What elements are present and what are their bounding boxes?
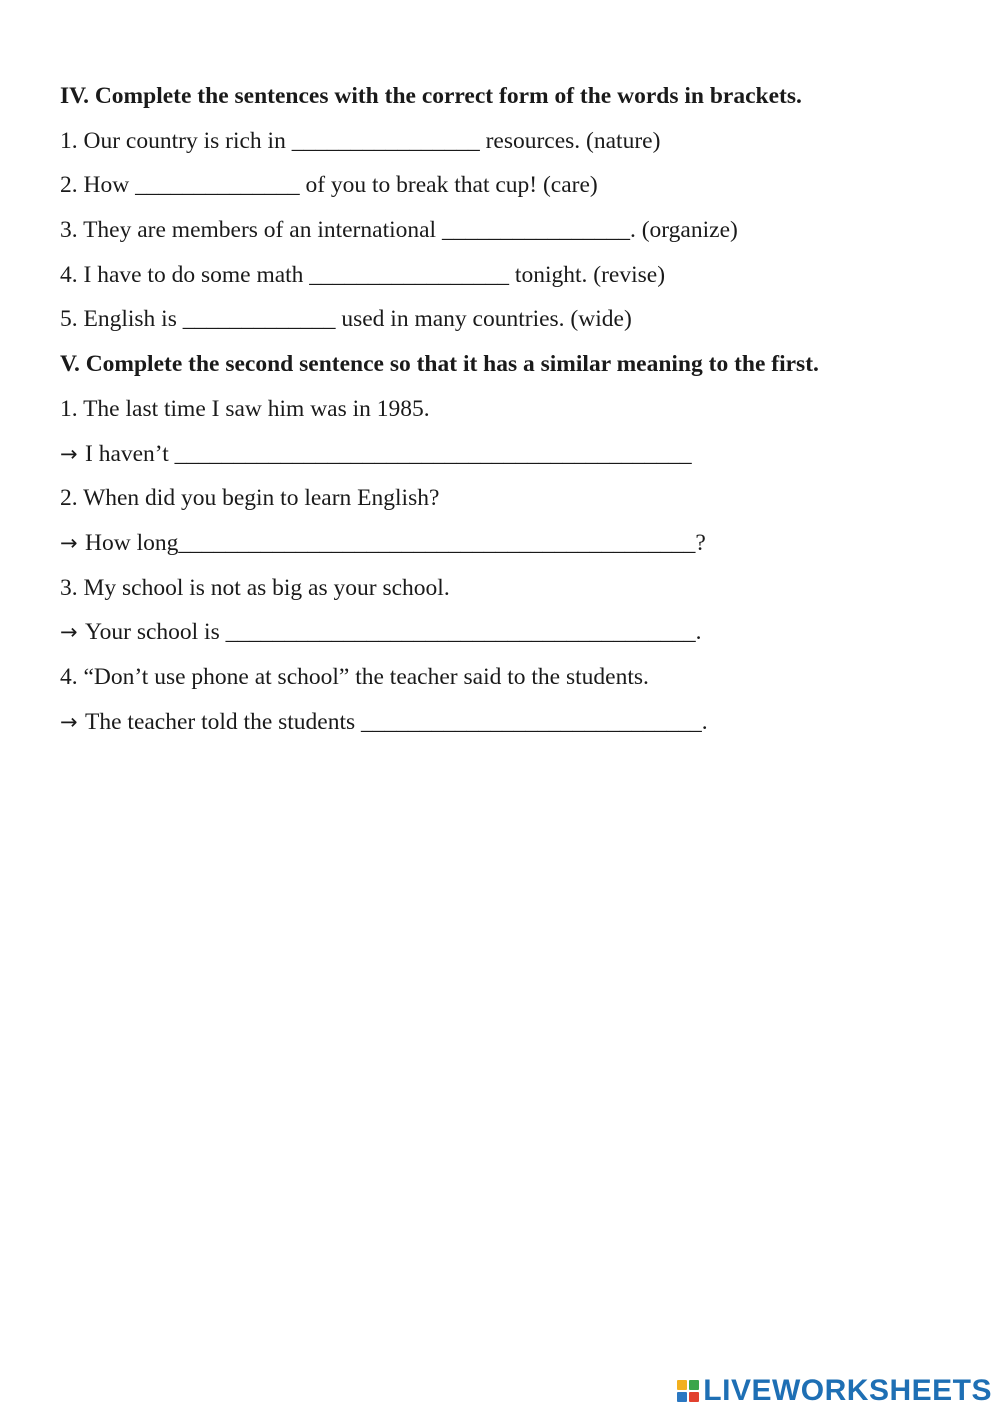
question-v-4-original: 4. “Don’t use phone at school” the teacher said to the students. <box>60 663 649 690</box>
arrow-right-icon: → <box>60 709 78 734</box>
question-v-1-original: 1. The last time I saw him was in 1985. <box>60 395 430 422</box>
logo-square-yellow <box>677 1380 687 1390</box>
section-v-heading: V. Complete the second sentence so that it has a similar meaning to the first. <box>60 351 819 378</box>
worksheet <box>60 82 940 752</box>
question-iv-5: 5. English is _____________ used in many countries. (wide) <box>60 306 632 333</box>
rewrite-text: How long____________________________________________? <box>85 529 706 556</box>
question-v-4-rewrite <box>60 708 940 736</box>
arrow-right-icon: → <box>60 441 78 466</box>
logo-square-red <box>689 1392 699 1402</box>
arrow-right-icon: → <box>60 530 78 555</box>
rewrite-text: Your school is ________________________________________. <box>85 619 702 646</box>
question-iv-4: 4. I have to do some math _________________ tonight. (revise) <box>60 261 666 288</box>
question-iv-1: 1. Our country is rich in ________________ resources. (nature) <box>60 127 661 154</box>
question-v-2-original: 2. When did you begin to learn English? <box>60 485 440 512</box>
question-iv-2: 2. How ______________ of you to break that cup! (care) <box>60 172 598 199</box>
question-v-3-rewrite <box>60 618 940 646</box>
logo-square-green <box>689 1380 699 1390</box>
arrow-right-icon: → <box>60 620 78 645</box>
logo-square-blue <box>677 1392 687 1402</box>
liveworksheets-footer[interactable] <box>677 1375 992 1407</box>
rewrite-text: I haven’t ____________________________________________ <box>85 440 692 467</box>
liveworksheets-logo-icon <box>677 1380 699 1402</box>
brand-name[interactable]: LIVEWORKSHEETS <box>703 1374 992 1407</box>
question-v-1-rewrite <box>60 440 940 468</box>
section-iv-heading: IV. Complete the sentences with the correct form of the words in brackets. <box>60 83 802 109</box>
question-iv-3: 3. They are members of an international ________________. (organize) <box>60 217 738 244</box>
question-v-3-original: 3. My school is not as big as your school. <box>60 574 450 601</box>
question-v-2-rewrite <box>60 529 940 557</box>
rewrite-text: The teacher told the students _____________________________. <box>85 708 708 735</box>
